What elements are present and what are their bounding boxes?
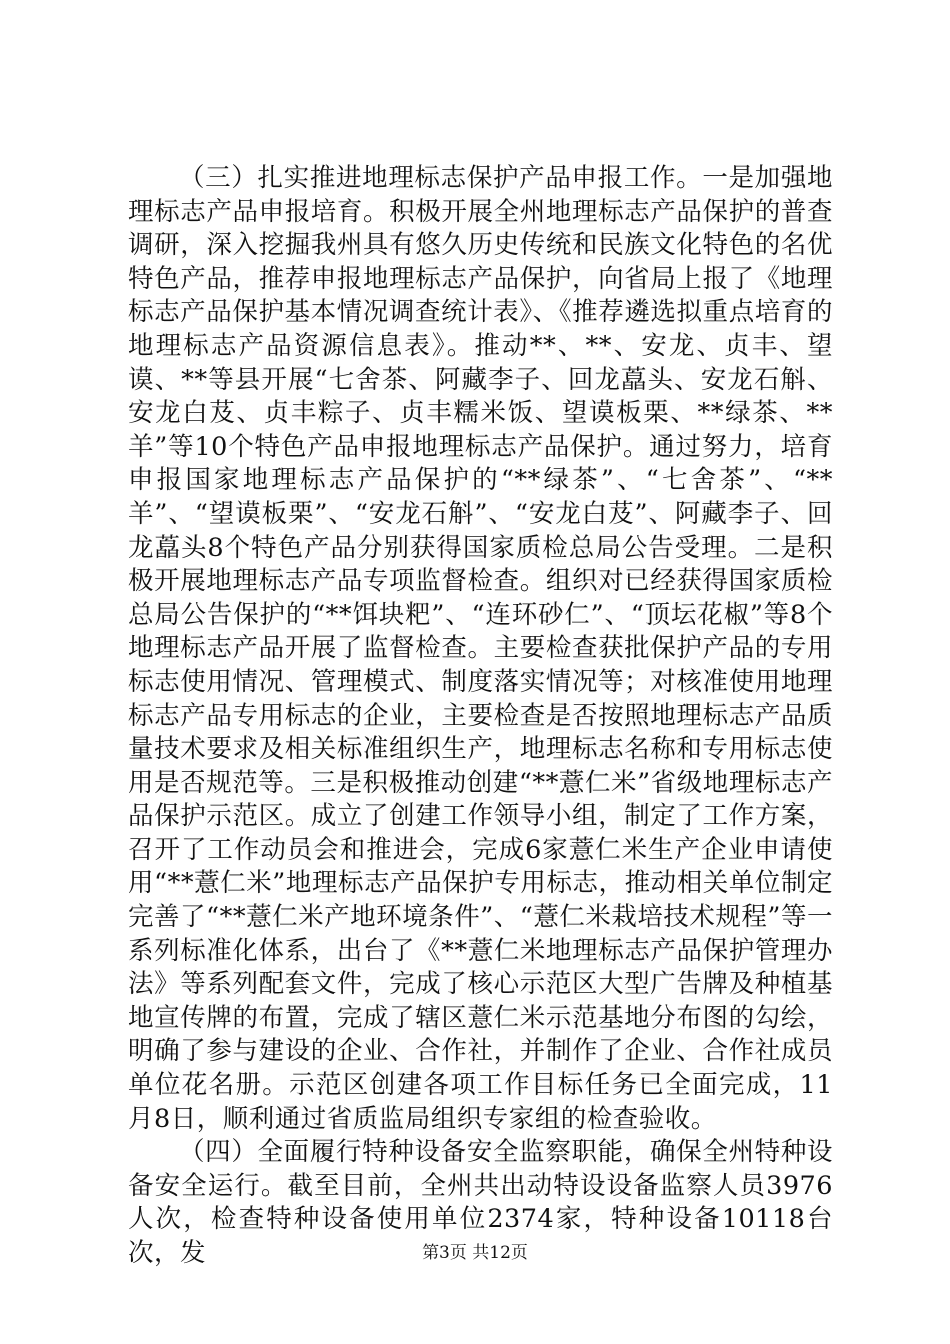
paragraph-special-equipment: （四）全面履行特种设备安全监察职能，确保全州特种设备安全运行。截至目前，全州共出动特设设备监察人员3976人次，检查特种设备使用单位2374家，特种设备10118台次，发 bbox=[128, 1137, 833, 1268]
page-footer bbox=[0, 1243, 950, 1263]
paragraph-geographical-indication: （三）扎实推进地理标志保护产品申报工作。一是加强地理标志产品申报培育。积极开展全州地理标志产品保护的普查调研，深入挖掘我州具有悠久历史传统和民族文化特色的名优特色产品，推荐申报地理标志产品保护，向省局上报了《地理标志产品保护基本情况调查统计表》、《推荐遴选拟重点培育的地理标志产品资源信息表》。推动**、**、安龙、贞丰、望谟、**等县开展“七舍茶、阿藏李子、回龙藠头、安龙石斛、安龙白芨、贞丰粽子、贞丰糯米饭、望谟板栗、**绿茶、**羊”等10个特色产品申报地理标志产品保护。通过努力，培育申报国家地理标志产品保护的“**绿茶”、“七舍茶”、“**羊”、“望谟板栗”、“安龙石斛”、“安龙白芨”、阿藏李子、回龙藠头8个特色产品分别获得国家质检总局公告受理。二是积极开展地理标志产品专项监督检查。组织对已经获得国家质检总局公告保护的“**饵块粑”、“连环砂仁”、“顶坛花椒”等8个地理标志产品开展了监督检查。主要检查获批保护产品的专用标志使用情况、管理模式、制度落实情况等；对核准使用地理标志产品专用标志的企业，主要检查是否按照地理标志产品质量技术要求及相关标准组织生产，地理标志名称和专用标志使用是否规范等。三是积极推动创建“**薏仁米”省级地理标志产品保护示范区。成立了创建工作领导小组，制定了工作方案，召开了工作动员会和推进会，完成6家薏仁米生产企业申请使用“**薏仁米”地理标志产品保护专用标志，推动相关单位制定完善了“**薏仁米产地环境条件”、“薏仁米栽培技术规程”等一系列标准化体系，出台了《**薏仁米地理标志产品保护管理办法》等系列配套文件，完成了核心示范区大型广告牌及种植基地宣传牌的布置，完成了辖区薏仁米示范基地分布图的勾绘，明确了参与建设的企业、合作社，并制作了企业、合作社成员单位花名册。示范区创建各项工作目标任务已全面完成，11月8日，顺利通过省质监局组织专家组的检查验收。 bbox=[128, 163, 833, 1134]
page-number-label: 第3页 共12页 bbox=[422, 1243, 528, 1263]
document-body bbox=[128, 162, 833, 1271]
